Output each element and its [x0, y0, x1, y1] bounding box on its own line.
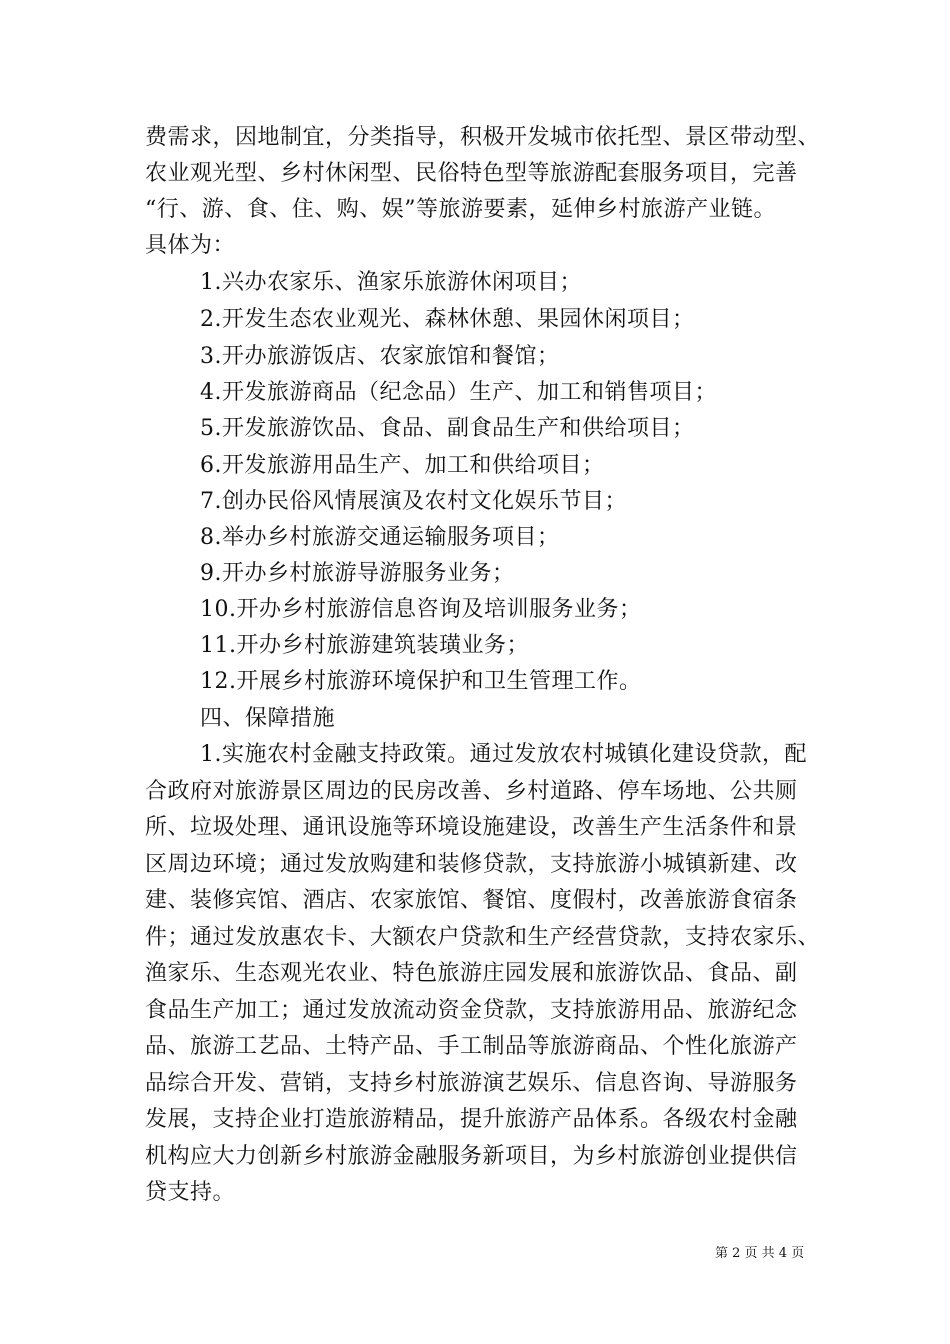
body-line: 品、旅游工艺品、土特产品、手工制品等旅游商品、个性化旅游产	[145, 1034, 798, 1059]
list-item: 2.开发生态农业观光、森林休憩、果园休闲项目；	[200, 307, 695, 332]
page-number-footer: 第 2 页 共 4 页	[715, 1246, 805, 1261]
body-line: 贷支持。	[145, 1180, 236, 1205]
list-item: 5.开发旅游饮品、食品、副食品生产和供给项目；	[200, 416, 695, 441]
paragraph-first-line: 1.实施农村金融支持政策。通过发放农村城镇化建设贷款，配	[200, 742, 807, 767]
body-line: 食品生产加工；通过发放流动资金贷款，支持旅游用品、旅游纪念	[145, 998, 798, 1023]
list-item: 3.开办旅游饭店、农家旅馆和餐馆；	[200, 344, 560, 369]
list-item: 7.创办民俗风情展演及农村文化娱乐节目；	[200, 489, 627, 514]
body-line: 建、装修宾馆、酒店、农家旅馆、餐馆、度假村，改善旅游食宿条	[145, 888, 798, 913]
list-item: 10.开办乡村旅游信息咨询及培训服务业务；	[200, 597, 642, 622]
body-line: 品综合开发、营销，支持乡村旅游演艺娱乐、信息咨询、导游服务	[145, 1071, 798, 1096]
list-item: 6.开发旅游用品生产、加工和供给项目；	[200, 453, 605, 478]
list-item: 8.举办乡村旅游交通运输服务项目；	[200, 525, 560, 550]
list-item: 1.兴办农家乐、渔家乐旅游休闲项目；	[200, 270, 582, 295]
body-line: 区周边环境；通过发放购建和装修贷款，支持旅游小城镇新建、改	[145, 852, 798, 877]
list-item: 11.开办乡村旅游建筑装璜业务；	[200, 633, 529, 658]
body-line: 发展，支持企业打造旅游精品，提升旅游产品体系。各级农村金融	[145, 1107, 798, 1132]
body-line: 所、垃圾处理、通讯设施等环境设施建设，改善生产生活条件和景	[145, 815, 798, 840]
body-line: 件；通过发放惠农卡、大额农户贷款和生产经营贷款，支持农家乐、	[145, 925, 821, 950]
list-item: 12.开展乡村旅游环境保护和卫生管理工作。	[200, 669, 642, 694]
list-item: 4.开发旅游商品（纪念品）生产、加工和销售项目；	[200, 380, 717, 405]
body-line: “行、游、食、住、购、娱”等旅游要素，延伸乡村旅游产业链。	[145, 197, 776, 222]
body-line: 费需求，因地制宜，分类指导，积极开发城市依托型、景区带动型、	[145, 125, 821, 150]
body-line: 合政府对旅游景区周边的民房改善、乡村道路、停车场地、公共厕	[145, 779, 798, 804]
list-item: 9.开办乡村旅游导游服务业务；	[200, 561, 515, 586]
body-line: 农业观光型、乡村休闲型、民俗特色型等旅游配套服务项目，完善	[145, 161, 798, 186]
section-heading: 四、保障措施	[200, 706, 336, 731]
body-line: 机构应大力创新乡村旅游金融服务新项目，为乡村旅游创业提供信	[145, 1144, 798, 1169]
body-line: 渔家乐、生态观光农业、特色旅游庄园发展和旅游饮品、食品、副	[145, 961, 798, 986]
body-line: 具体为：	[145, 233, 236, 258]
